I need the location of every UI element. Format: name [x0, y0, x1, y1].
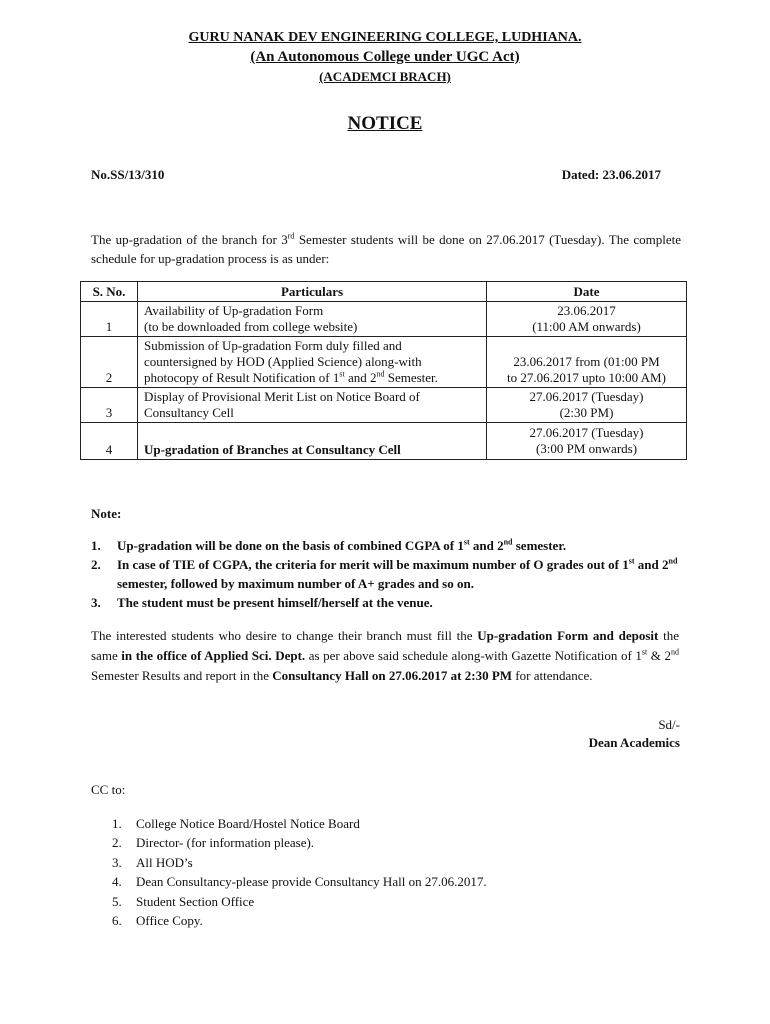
row-date	[487, 423, 687, 460]
para-bold: Consultancy Hall on 27.06.2017 at 2:30 PM	[272, 668, 513, 683]
header-sno: S. No.	[81, 282, 138, 302]
list-item	[112, 911, 487, 930]
header-particulars: Particulars	[138, 282, 487, 302]
item-number: 1.	[91, 538, 101, 553]
college-name: GURU NANAK DEV ENGINEERING COLLEGE, LUDHIANA.	[188, 30, 582, 45]
table-row	[81, 302, 687, 337]
item-number: 3.	[112, 854, 122, 870]
particulars-line: and 2	[344, 370, 377, 385]
item-number: 2.	[112, 835, 122, 851]
note-text: semester, followed by maximum number of A+ grades and so on.	[117, 576, 474, 591]
note-text: The student must be present himself/herself at the venue.	[117, 595, 433, 610]
ordinal-sup: nd	[376, 369, 385, 379]
note-text: Up-gradation will be done on the basis of combined CGPA of 1	[117, 538, 464, 553]
header-date: Date	[487, 282, 687, 302]
schedule-table	[80, 281, 687, 460]
signature-sd: Sd/-	[658, 717, 680, 732]
ordinal-sup: st	[641, 647, 648, 657]
para-text: as per above said schedule along-with Gazette Notification of 1	[305, 648, 642, 663]
date-line: (3:00 PM onwards)	[535, 441, 638, 456]
date-line: 27.06.2017 (Tuesday)	[529, 425, 644, 440]
notice-title: NOTICE	[347, 113, 423, 134]
item-number: 1.	[112, 816, 122, 831]
particulars-line: Consultancy Cell	[144, 405, 234, 420]
table-row	[81, 337, 687, 388]
item-number: 6.	[112, 913, 122, 929]
row-sno: 1	[81, 302, 138, 337]
branch-name: (ACADEMCI BRACH)	[319, 69, 451, 84]
row-sno: 2	[81, 337, 138, 388]
note-heading: Note:	[91, 506, 122, 521]
ordinal-sup: st	[339, 369, 345, 379]
reference-number: No.SS/13/310	[91, 167, 165, 182]
row-date	[487, 388, 687, 423]
table-row	[81, 388, 687, 423]
para-bold: in the office of Applied Sci. Dept.	[121, 648, 306, 663]
signature-designation: Dean Academics	[588, 735, 680, 750]
notice-date: Dated: 23.06.2017	[561, 167, 661, 182]
item-number: 3.	[91, 595, 101, 610]
row-particulars	[138, 388, 487, 423]
note-text: semester.	[512, 538, 567, 553]
date-line: (11:00 AM onwards)	[532, 319, 641, 334]
note-text: In case of TIE of CGPA, the criteria for merit will be maximum number of O grades out of 1	[117, 557, 629, 572]
cc-text: Dean Consultancy-please provide Consultancy Hall on 27.06.2017.	[136, 874, 487, 890]
cc-text: College Notice Board/Hostel Notice Board	[136, 816, 360, 831]
cc-text: Student Section Office	[136, 893, 255, 909]
ordinal-sup: nd	[668, 556, 678, 566]
item-number: 2.	[91, 557, 101, 572]
row-sno: 3	[81, 388, 138, 423]
list-item	[91, 555, 691, 593]
date-line: 23.06.2017 from (01:00 PM	[513, 354, 660, 369]
particulars-line: (to be downloaded from college website)	[144, 319, 358, 334]
notes-list	[91, 536, 691, 612]
para-text: The interested students who desire to change their branch must fill the	[91, 628, 478, 643]
row-particulars	[138, 337, 487, 388]
list-item	[91, 536, 691, 555]
intro-paragraph	[91, 230, 681, 268]
row-sno: 4	[81, 423, 138, 460]
table-header-row	[81, 282, 687, 302]
list-item	[112, 833, 487, 852]
list-item	[112, 872, 487, 891]
particulars-line: Display of Provisional Merit List on Notice Board of	[144, 389, 420, 404]
signature-block	[589, 716, 680, 752]
para-text: the same	[91, 628, 679, 663]
row-date	[487, 302, 687, 337]
cc-text: All HOD’s	[136, 854, 193, 870]
date-line: 27.06.2017 (Tuesday)	[529, 389, 644, 404]
instructions-paragraph	[91, 626, 679, 686]
cc-heading: CC to:	[91, 782, 126, 797]
particulars-line: Availability of Up-gradation Form	[144, 303, 324, 318]
list-item	[91, 593, 691, 612]
intro-text-2: Semester students will be done on 27.06.2017 (Tuesday). The complete schedule for up-gradation process is as under:	[91, 232, 682, 266]
ordinal-sup: st	[628, 556, 635, 566]
note-text: and 2	[634, 557, 669, 572]
note-text: and 2	[469, 538, 504, 553]
cc-list	[112, 814, 487, 930]
item-number: 4.	[112, 874, 122, 890]
particulars-line: countersigned by HOD (Applied Science) along-with	[144, 354, 422, 369]
date-line: to 27.06.2017 upto 10:00 AM)	[507, 370, 666, 385]
ordinal-sup: nd	[670, 647, 679, 657]
date-line: 23.06.2017	[557, 303, 616, 318]
table-row	[81, 423, 687, 460]
para-text: & 2	[647, 648, 671, 663]
list-item	[112, 853, 487, 872]
row-particulars	[138, 302, 487, 337]
cc-text: Director- (for information please).	[136, 835, 315, 851]
particulars-line: Semester.	[384, 370, 438, 385]
particulars-line: photocopy of Result Notification of 1	[144, 370, 340, 385]
intro-sup: rd	[287, 231, 295, 241]
item-number: 5.	[112, 893, 122, 909]
college-status: (An Autonomous College under UGC Act)	[250, 49, 520, 65]
list-item	[112, 814, 487, 833]
row-date	[487, 337, 687, 388]
para-bold: Up-gradation Form and deposit	[477, 628, 659, 643]
para-text: for attendance.	[512, 668, 593, 683]
para-text: Semester Results and report in the	[91, 668, 273, 683]
cc-text: Office Copy.	[136, 913, 203, 929]
ordinal-sup: st	[463, 537, 470, 547]
intro-text-1: The up-gradation of the branch for 3	[91, 232, 288, 247]
row-particulars: Up-gradation of Branches at Consultancy Cell	[138, 423, 487, 460]
particulars-line: Submission of Up-gradation Form duly filled and	[144, 338, 402, 353]
list-item	[112, 892, 487, 911]
date-line: (2:30 PM)	[559, 405, 614, 420]
ordinal-sup: nd	[503, 537, 513, 547]
